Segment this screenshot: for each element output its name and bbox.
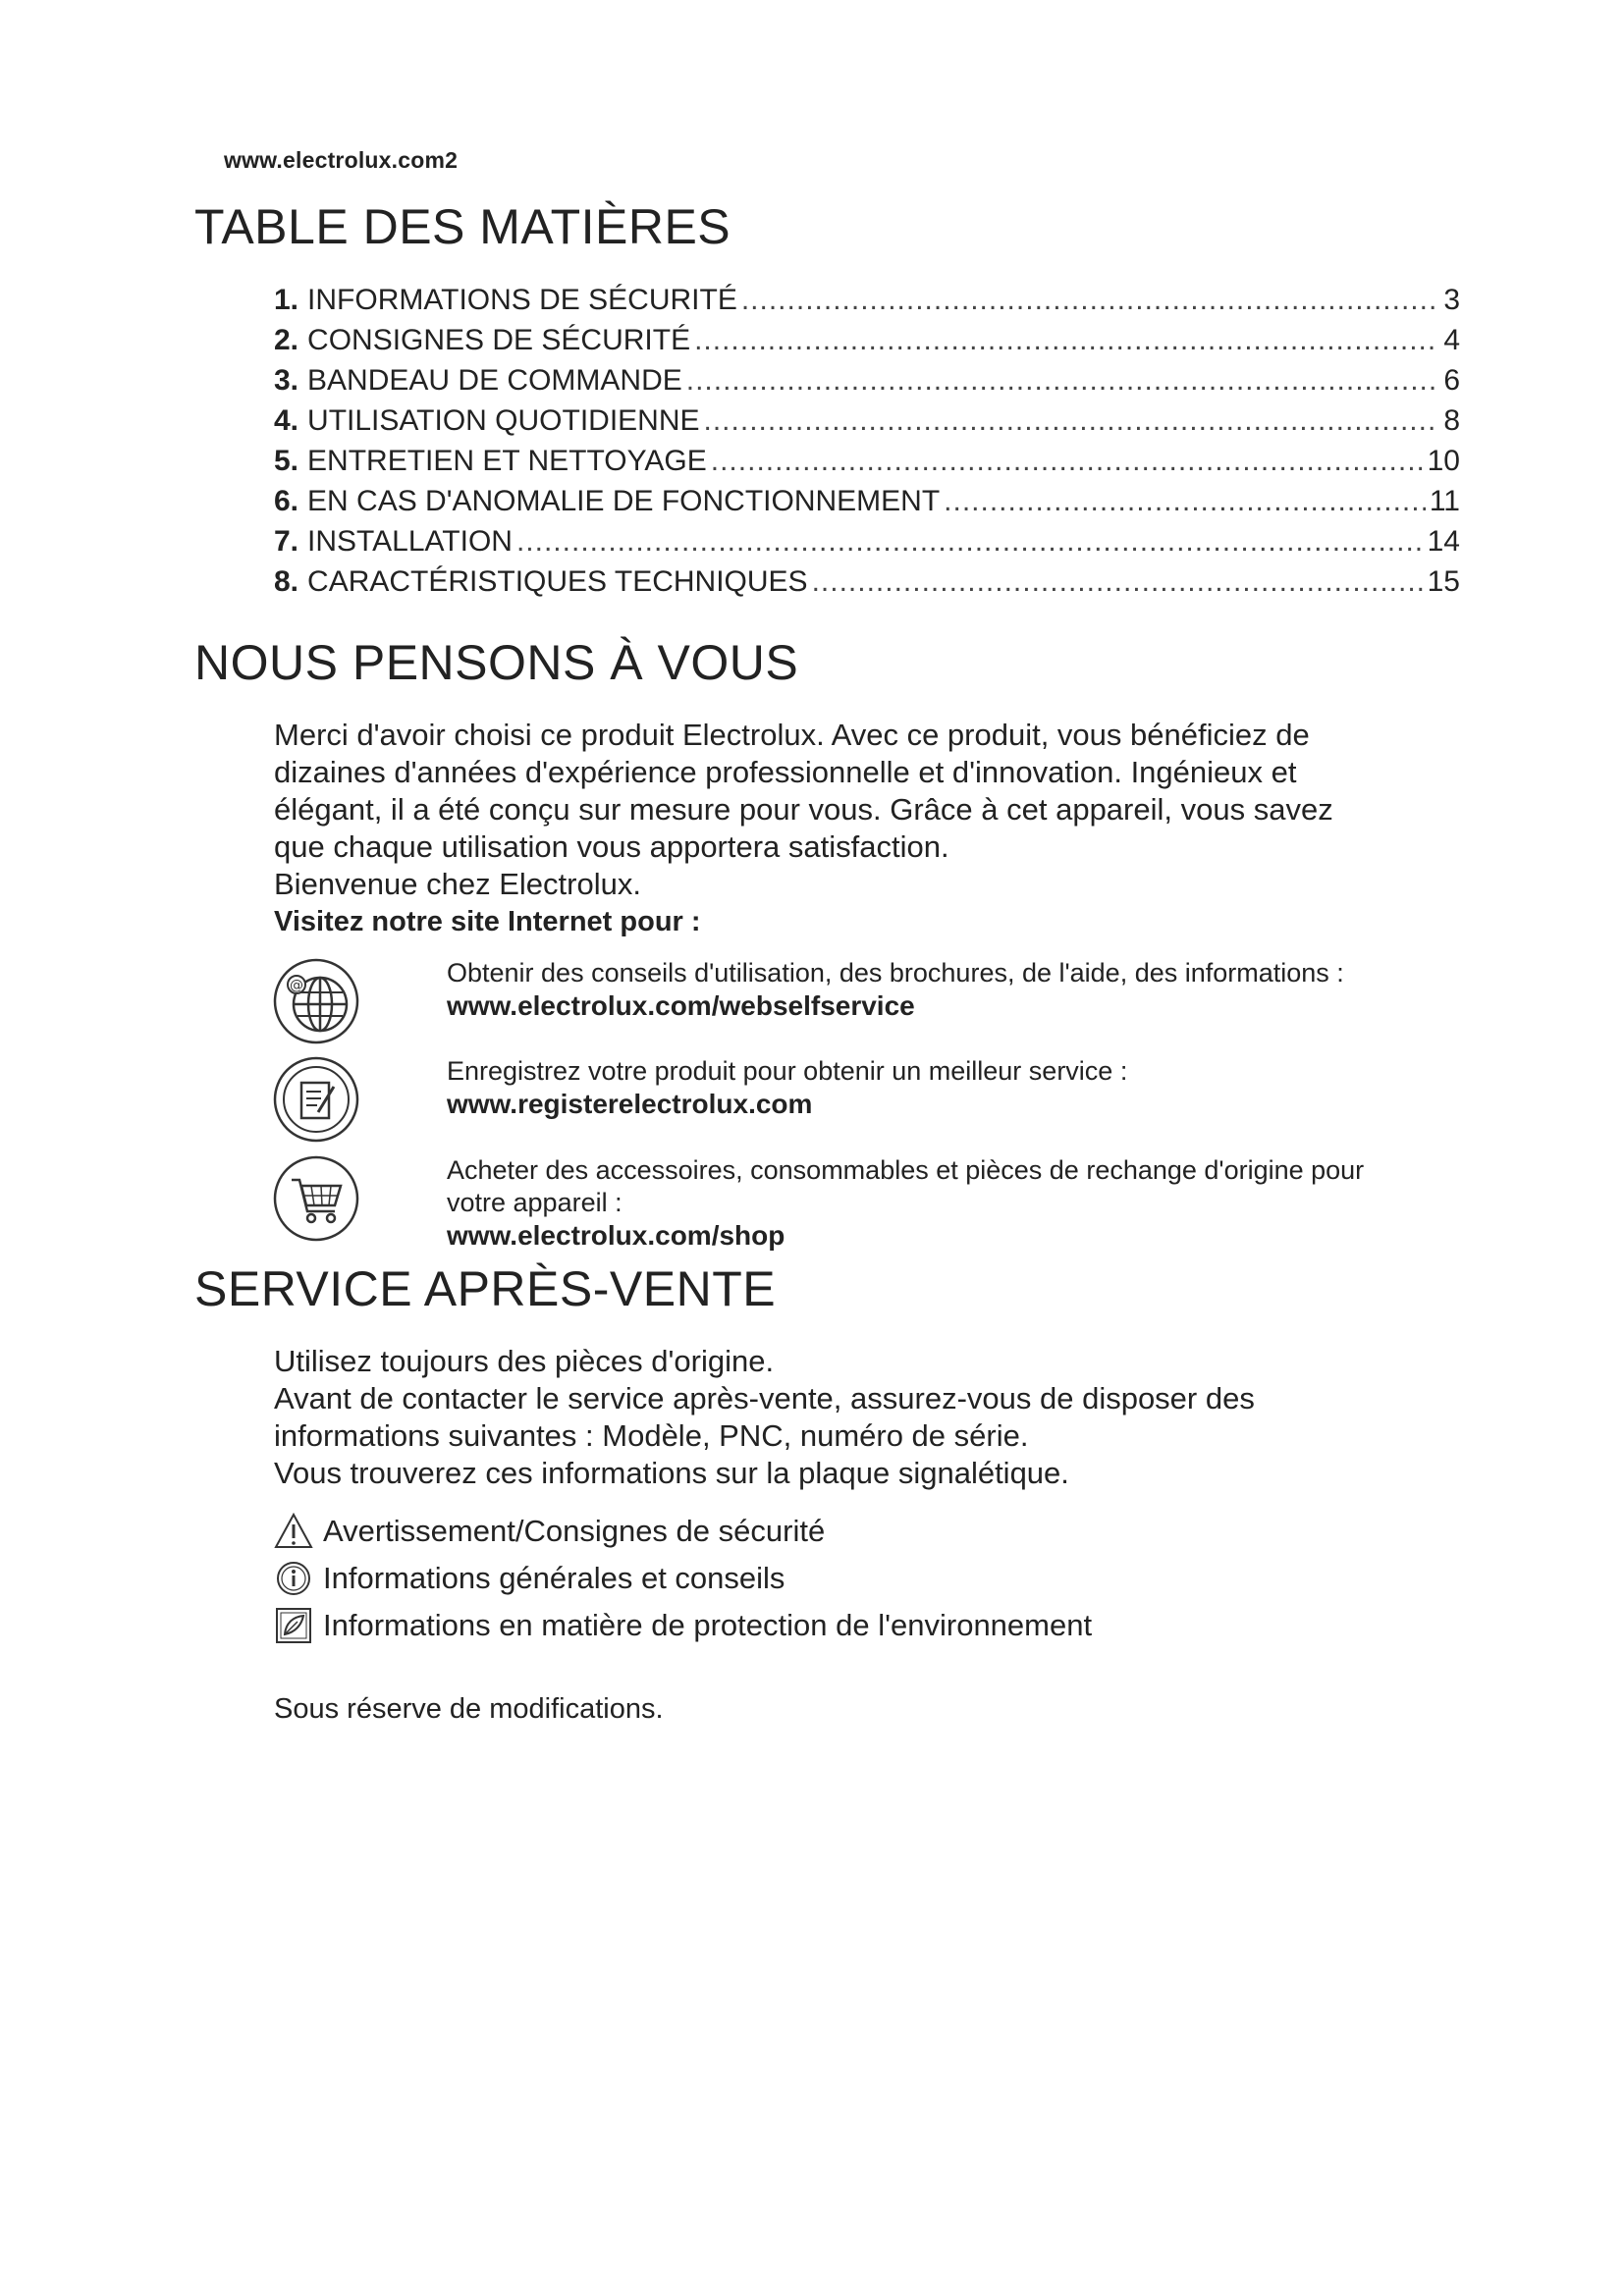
shop-description-cont: votre appareil : <box>447 1188 623 1217</box>
toc-item-page: 8 <box>1443 404 1460 437</box>
toc-leader <box>704 400 1440 441</box>
shop-item <box>272 1154 1480 1262</box>
shop-text <box>447 1154 1478 1252</box>
legend-info <box>274 1557 785 1600</box>
service-line: Utilisez toujours des pièces d'origine. <box>274 1344 775 1378</box>
toc-leader <box>711 441 1424 481</box>
shop-link[interactable]: www.electrolux.com/shop <box>447 1220 785 1251</box>
web-service-item <box>272 957 1480 1055</box>
visit-heading: Visitez notre site Internet pour : <box>274 906 701 937</box>
toc-item[interactable] <box>274 521 1460 561</box>
toc-item-label: BANDEAU DE COMMANDE <box>307 364 682 397</box>
toc-item[interactable] <box>274 481 1460 521</box>
toc-item[interactable] <box>274 561 1460 602</box>
svg-text:@: @ <box>290 978 303 993</box>
toc-leader <box>694 320 1439 360</box>
toc-leader <box>516 521 1424 561</box>
toc-item-label: EN CAS D'ANOMALIE DE FONCTIONNEMENT <box>307 485 941 517</box>
toc-item-page: 11 <box>1429 485 1460 517</box>
legend-environment <box>274 1604 1092 1647</box>
toc-item-label: CONSIGNES DE SÉCURITÉ <box>307 324 691 356</box>
shopping-cart-icon <box>272 1154 360 1243</box>
section-title-nous-pensons: NOUS PENSONS À VOUS <box>194 635 799 690</box>
intro-line: Merci d'avoir choisi ce produit Electrolux. Avec ce produit, vous bénéficiez de <box>274 718 1310 752</box>
toc-item-page: 6 <box>1443 364 1460 397</box>
toc-title: TABLE DES MATIÈRES <box>194 199 731 254</box>
toc-item[interactable] <box>274 400 1460 441</box>
toc-item[interactable] <box>274 360 1460 400</box>
toc-leader <box>741 280 1439 320</box>
legend-environment-text: Informations en matière de protection de l'environnement <box>323 1608 1093 1642</box>
toc-leader <box>944 481 1426 521</box>
environment-icon <box>274 1606 313 1645</box>
toc-item-label: CARACTÉRISTIQUES TECHNIQUES <box>307 565 808 598</box>
footer-note: Sous réserve de modifications. <box>274 1693 664 1725</box>
toc-leader <box>812 561 1424 602</box>
toc-item-number: 4. <box>274 404 299 437</box>
toc-leader <box>686 360 1440 400</box>
register-item <box>272 1055 1480 1153</box>
legend-info-text: Informations générales et conseils <box>323 1561 785 1595</box>
intro-line: Bienvenue chez Electrolux. <box>274 867 641 901</box>
toc-item-page: 15 <box>1427 565 1460 598</box>
toc-item-number: 1. <box>274 284 299 316</box>
service-line: informations suivantes : Modèle, PNC, numéro de série. <box>274 1418 1029 1453</box>
toc-item[interactable] <box>274 320 1460 360</box>
intro-paragraph <box>274 717 1482 940</box>
toc-item-number: 8. <box>274 565 299 598</box>
toc-item-label: UTILISATION QUOTIDIENNE <box>307 404 700 437</box>
register-text <box>447 1055 1478 1120</box>
register-link[interactable]: www.registerelectrolux.com <box>447 1089 813 1119</box>
toc-item-page: 14 <box>1427 525 1460 558</box>
intro-line: élégant, il a été conçu sur mesure pour vous. Grâce à cet appareil, vous savez <box>274 792 1333 827</box>
toc-item-label: ENTRETIEN ET NETTOYAGE <box>307 445 707 477</box>
globe-icon <box>272 957 360 1045</box>
legend-warning-text: Avertissement/Consignes de sécurité <box>323 1514 826 1548</box>
toc-item-page: 3 <box>1443 284 1460 316</box>
warning-icon <box>274 1512 313 1551</box>
toc-item-number: 2. <box>274 324 299 356</box>
info-icon <box>274 1559 313 1598</box>
service-line: Vous trouverez ces informations sur la plaque signalétique. <box>274 1456 1069 1490</box>
intro-line: dizaines d'années d'expérience professionnelle et d'innovation. Ingénieux et <box>274 755 1297 789</box>
intro-line: que chaque utilisation vous apportera satisfaction. <box>274 829 949 864</box>
toc-item-number: 6. <box>274 485 299 517</box>
toc-item-label: INSTALLATION <box>307 525 513 558</box>
register-description: Enregistrez votre produit pour obtenir un meilleur service : <box>447 1056 1128 1086</box>
service-paragraph <box>274 1343 1482 1492</box>
table-of-contents <box>274 280 1460 602</box>
toc-item-number: 7. <box>274 525 299 558</box>
toc-item-page: 10 <box>1427 445 1460 477</box>
legend-warning <box>274 1510 825 1553</box>
web-service-description: Obtenir des conseils d'utilisation, des brochures, de l'aide, des informations : <box>447 958 1344 988</box>
web-service-link[interactable]: www.electrolux.com/webselfservice <box>447 990 915 1021</box>
toc-item-page: 4 <box>1443 324 1460 356</box>
toc-item[interactable] <box>274 280 1460 320</box>
register-icon <box>272 1055 360 1144</box>
service-line: Avant de contacter le service après-vente, assurez-vous de disposer des <box>274 1381 1255 1415</box>
toc-item-label: INFORMATIONS DE SÉCURITÉ <box>307 284 737 316</box>
section-title-service: SERVICE APRÈS-VENTE <box>194 1261 777 1316</box>
toc-item-number: 5. <box>274 445 299 477</box>
web-service-text <box>447 957 1478 1022</box>
toc-item[interactable] <box>274 441 1460 481</box>
shop-description: Acheter des accessoires, consommables et pièces de rechange d'origine pour <box>447 1155 1365 1185</box>
toc-item-number: 3. <box>274 364 299 397</box>
site-header: www.electrolux.com2 <box>224 147 459 173</box>
